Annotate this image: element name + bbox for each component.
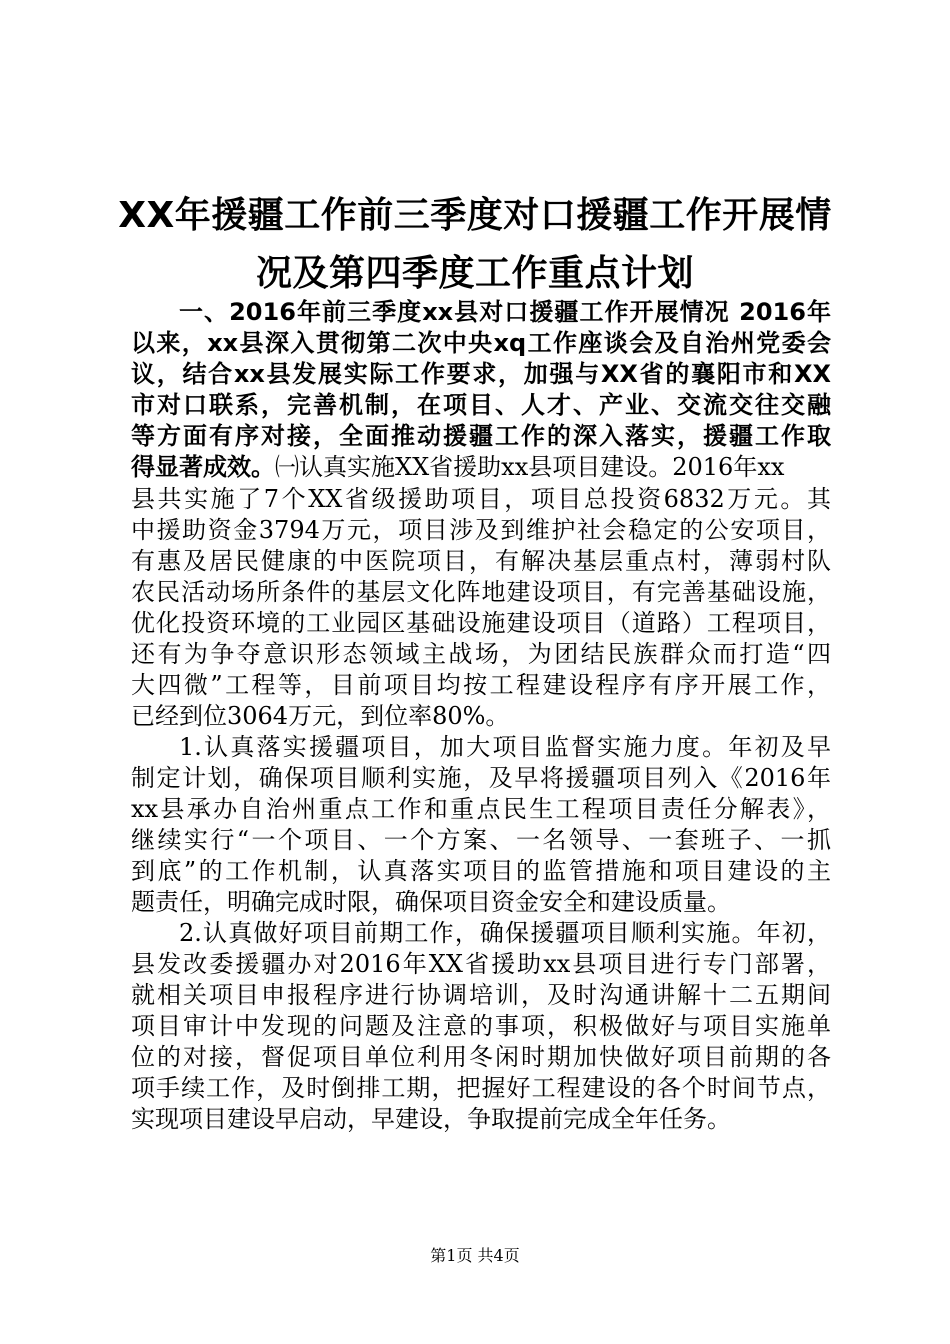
text-line: 县发改委援疆办对2016年XX省援助xx县项目进行专门部署， bbox=[131, 950, 831, 978]
document-title-line-2: 况及第四季度工作重点计划 bbox=[255, 253, 694, 294]
text-line: 实现项目建设早启动，早建设，争取提前完成全年任务。 bbox=[131, 1105, 731, 1133]
text-line: 1.认真落实援疆项目，加大项目监督实施力度。年初及早 bbox=[179, 733, 831, 761]
text-line: 到底”的工作机制，认真落实项目的监管措施和项目建设的主 bbox=[131, 857, 831, 885]
text-line: 还有为争夺意识形态领域主战场，为团结民族群众而打造“四 bbox=[131, 640, 831, 668]
document-title-line-1: XX年援疆工作前三季度对口援疆工作开展情 bbox=[118, 195, 832, 236]
text-line: 题责任，明确完成时限，确保项目资金安全和建设质量。 bbox=[131, 888, 731, 916]
text-line: 农民活动场所条件的基层文化阵地建设项目，有完善基础设施， bbox=[131, 578, 831, 606]
text-line: 大四微”工程等，目前项目均按工程建设程序有序开展工作， bbox=[131, 671, 831, 699]
document-body bbox=[131, 297, 831, 1135]
text-line: 得显著成效。 bbox=[131, 453, 275, 481]
text-line: 位的对接，督促项目单位利用冬闲时期加快做好项目前期的各 bbox=[131, 1043, 831, 1071]
paragraph-intro bbox=[131, 297, 831, 732]
text-line: 项手续工作，及时倒排工期，把握好工程建设的各个时间节点， bbox=[131, 1074, 831, 1102]
section-heading: ㈠认真实施XX省援助xx县项目建设。2016年xx bbox=[275, 453, 785, 481]
text-line: 以来，xx县深入贯彻第二次中央xq工作座谈会及自治州党委会 bbox=[131, 329, 831, 357]
paragraph-point-1 bbox=[131, 732, 831, 918]
text-line: 项目审计中发现的问题及注意的事项，积极做好与项目实施单 bbox=[131, 1012, 831, 1040]
text-line: 继续实行“一个项目、一个方案、一名领导、一套班子、一抓 bbox=[131, 826, 831, 854]
text-line: 中援助资金3794万元，项目涉及到维护社会稳定的公安项目， bbox=[131, 516, 831, 544]
text-line: 就相关项目申报程序进行协调培训，及时沟通讲解十二五期间 bbox=[131, 981, 831, 1009]
text-line: 优化投资环境的工业园区基础设施建设项目（道路）工程项目， bbox=[131, 609, 831, 637]
text-line: 等方面有序对接，全面推动援疆工作的深入落实，援疆工作取 bbox=[131, 422, 831, 450]
text-line: 已经到位3064万元，到位率80%。 bbox=[131, 702, 510, 730]
paragraph-point-2 bbox=[131, 918, 831, 1135]
text-line: 有惠及居民健康的中医院项目，有解决基层重点村，薄弱村队 bbox=[131, 547, 831, 575]
text-line: 市对口联系，完善机制，在项目、人才、产业、交流交往交融 bbox=[131, 391, 831, 419]
text-line: 2.认真做好项目前期工作，确保援疆项目顺利实施。年初， bbox=[179, 919, 831, 947]
page-footer: 第1页 共4页 bbox=[430, 1246, 520, 1265]
text-line: 制定计划，确保项目顺利实施，及早将援疆项目列入《2016年 bbox=[131, 764, 831, 792]
text-line: 县共实施了7个XX省级援助项目，项目总投资6832万元。其 bbox=[131, 485, 831, 513]
text-line: xx县承办自治州重点工作和重点民生工程项目责任分解表》， bbox=[131, 795, 831, 823]
text-line: 议，结合xx县发展实际工作要求，加强与XX省的襄阳市和XX bbox=[131, 360, 831, 388]
text-line: 一、2016年前三季度xx县对口援疆工作开展情况 2016年 bbox=[179, 298, 831, 326]
